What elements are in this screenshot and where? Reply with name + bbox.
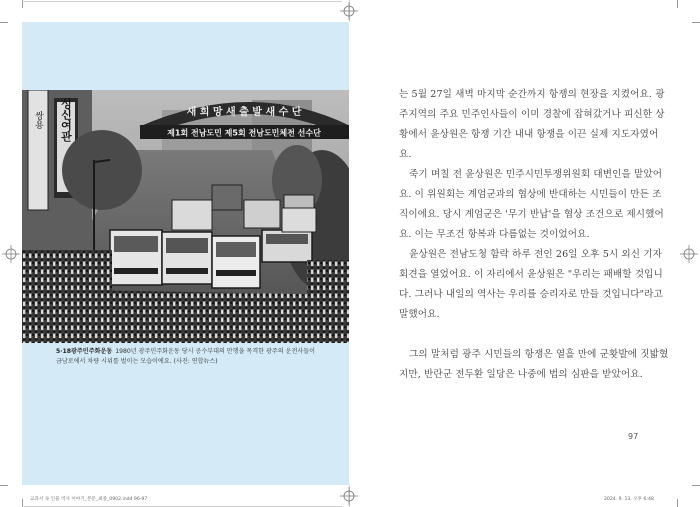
crop-mark <box>692 485 700 486</box>
paragraph: 는 5월 27일 새벽 마지막 순간까지 항쟁의 현장을 지켰어요. 광주지역의 주요 민주인사들이 이미 경찰에 잡혀갔거나 피신한 상황에서 윤상원은 항쟁 기간 내내 항쟁을 이끈 실제 지도자였어요. <box>399 89 665 160</box>
taxi <box>262 230 312 262</box>
crop-mark <box>677 0 678 8</box>
date-slug: 2024. 9. 13. 오후 6:48 <box>604 497 654 502</box>
paragraph: 그의 말처럼 광주 시민들의 항쟁은 열흘 만에 군홧발에 짓밟혔지만, 반란군 전두환 일당은 나중에 법의 심판을 받았어요. <box>399 349 669 380</box>
crop-mark <box>22 1 342 2</box>
crop-mark <box>692 22 700 23</box>
registration-mark-icon <box>340 487 358 505</box>
bus <box>162 232 212 284</box>
crop-mark <box>0 485 8 486</box>
shop-sign-text: 쌍용 <box>33 111 43 129</box>
banner-text: 제1회 전남도민 제5회 전남도민체전 선수단 <box>167 128 321 138</box>
body-text <box>399 85 669 385</box>
registration-mark-icon <box>2 245 20 263</box>
crop-mark <box>0 22 8 23</box>
crop-mark <box>677 499 678 507</box>
inn-sign-text: 성신여관 <box>59 98 73 142</box>
file-slug: 교과서 속 인물 역사 이야기_본문_최종_0902.indd 96-97 <box>30 497 148 502</box>
photo-caption <box>56 347 318 367</box>
registration-mark-icon <box>680 245 698 263</box>
bus <box>212 236 260 288</box>
registration-mark-icon <box>340 2 358 20</box>
bus <box>110 230 162 285</box>
paragraph: 윤상원은 전남도청 함락 하루 전인 26일 오후 5시 외신 기자회견을 열었어요. 이 자리에서 윤상원은 "우리는 패배할 것입니다. 그러나 내일의 역사는 우리를 승리자로 만들 것입니다"라고 말했어요. <box>399 249 663 320</box>
historical-photo <box>22 90 349 343</box>
arch-banner-text: 새 희 망 새 출 발 새 수 단 <box>186 107 302 118</box>
caption-title: 5·18광주민주화운동 <box>56 348 113 355</box>
page-number: 97 <box>628 432 639 441</box>
caption-text: 1980년 광주민주화운동 당시 공수부대의 만행을 목격한 광주의 운전사들이 금남로에서 차량 시위를 벌이는 모습이에요. (사진: 연합뉴스) <box>56 348 316 365</box>
paragraph: 죽기 며칠 전 윤상원은 민주시민투쟁위원회 대변인을 맡았어요. 이 위원회는 계엄군과의 협상에 반대하는 시민들이 만든 조직이에요. 당시 계엄군은 '무기 반납'을 협상 조건으로 제시했어요. 이는 무조건 항복과 다름없는 것이었어요. <box>399 169 664 240</box>
